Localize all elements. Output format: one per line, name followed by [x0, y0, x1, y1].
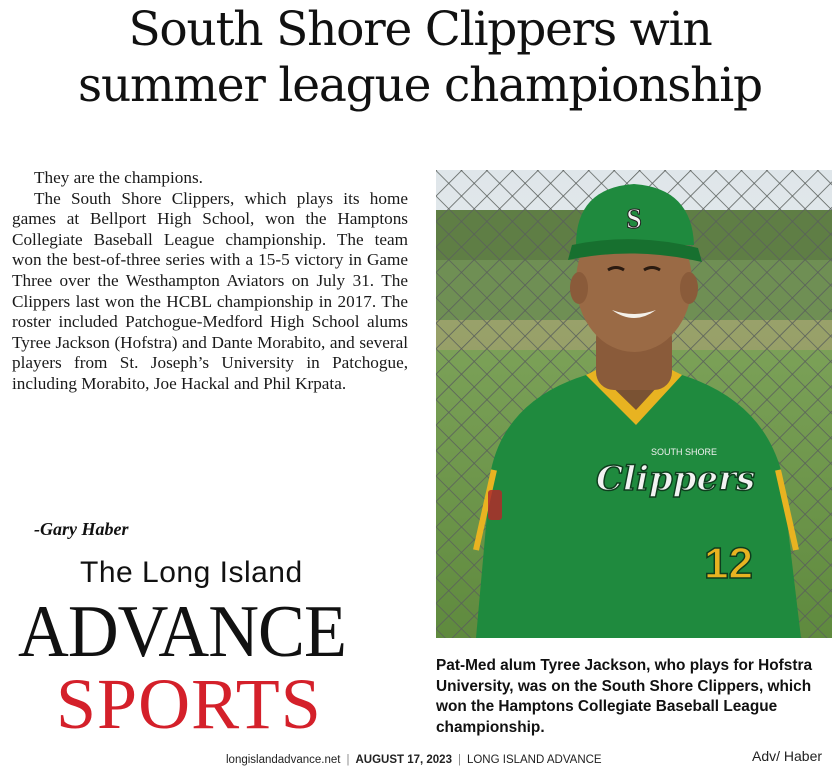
- masthead-top: The Long Island: [80, 556, 303, 589]
- headline-line-1: South Shore Clippers win: [128, 2, 712, 57]
- masthead-main: ADVANCE: [18, 591, 346, 673]
- footer-divider: |: [346, 754, 350, 766]
- photo-credit: Adv/ Haber: [752, 748, 823, 764]
- article-paragraph-1: They are the champions.: [34, 168, 203, 187]
- article-paragraph-2: The South Shore Clippers, which plays its home games at Bellport High School, won the Hamptons Collegiate Baseball League championship. The team won the best-of-three series with a 15-5 victory in Game Three over the Westhampton Aviators on July 31. The Clippers last won the HCBL championship in 2017. The roster included Patchogue-Medford High School alums Tyree Jackson (Hofstra) and Dante Morabito, and several players from St. Joseph’s University in Patchogue, including Morabito, Joe Hackal and Phil Krpata.: [12, 188, 408, 393]
- article-body: [12, 168, 408, 395]
- jersey-script: Clippers: [596, 459, 756, 499]
- sleeve-patch: [488, 490, 502, 520]
- byline: -Gary Haber: [34, 519, 129, 539]
- headline: [0, 2, 840, 114]
- headline-line-2: summer league championship: [78, 58, 762, 113]
- footer-site: longislandadvance.net: [226, 754, 341, 766]
- photo-caption: Pat-Med alum Tyree Jackson, who plays for Hofstra University, was on the South Shore Clippers, which won the Hamptons Collegiate Baseball League championship.: [436, 657, 813, 736]
- jersey-number: 12: [704, 539, 753, 588]
- footer-date: AUGUST 17, 2023: [355, 754, 452, 766]
- footer-paper: LONG ISLAND ADVANCE: [466, 754, 602, 766]
- cap-logo: S: [626, 204, 642, 235]
- player-photo: [436, 170, 832, 638]
- jersey-small: SOUTH SHORE: [651, 447, 718, 457]
- masthead-sports: SPORTS: [56, 664, 322, 744]
- page-footer: [226, 754, 646, 766]
- footer-divider: |: [457, 754, 461, 766]
